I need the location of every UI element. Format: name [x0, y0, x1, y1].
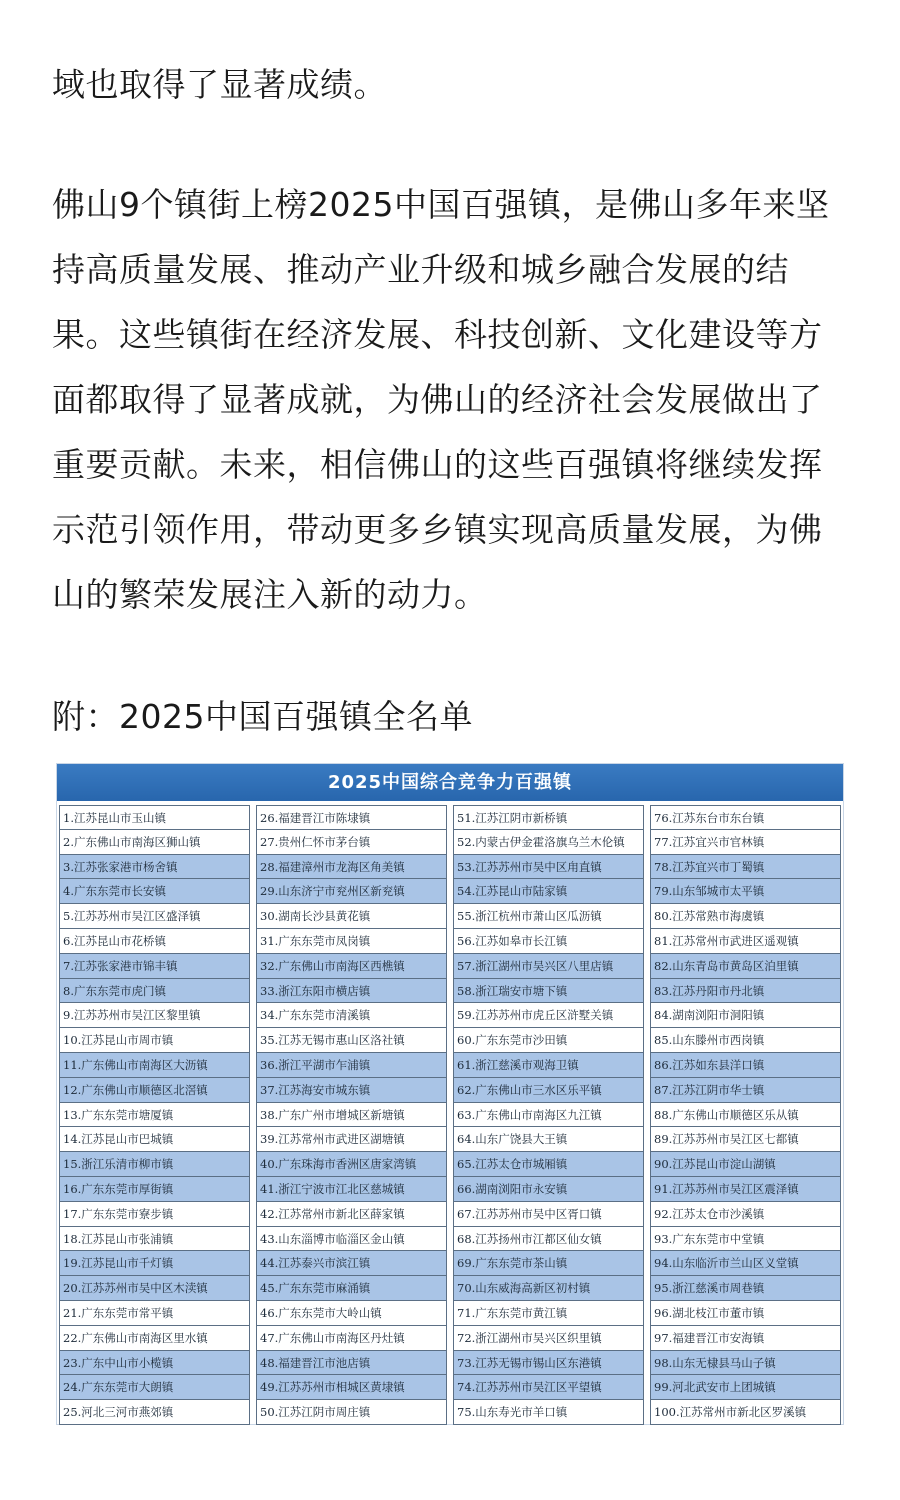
- ranking-cell: 57.浙江湖州市吴兴区八里店镇: [453, 954, 644, 979]
- ranking-cell: 69.广东东莞市茶山镇: [453, 1251, 644, 1276]
- ranking-cell: 97.福建晋江市安海镇: [650, 1326, 841, 1351]
- ranking-cell: 90.江苏昆山市淀山湖镇: [650, 1152, 841, 1177]
- ranking-cell: 68.江苏扬州市江都区仙女镇: [453, 1227, 644, 1252]
- ranking-cell: 76.江苏东台市东台镇: [650, 805, 841, 830]
- ranking-cell: 87.江苏江阴市华士镇: [650, 1078, 841, 1103]
- ranking-cell: 2.广东佛山市南海区狮山镇: [59, 830, 250, 855]
- ranking-cell: 59.江苏苏州市虎丘区浒墅关镇: [453, 1003, 644, 1028]
- ranking-cell: 67.江苏苏州市吴中区胥口镇: [453, 1202, 644, 1227]
- ranking-cell: 20.江苏苏州市吴中区木渎镇: [59, 1276, 250, 1301]
- ranking-cell: 82.山东青岛市黄岛区泊里镇: [650, 954, 841, 979]
- article-body: [0, 0, 900, 749]
- ranking-cell: 56.江苏如皋市长江镇: [453, 929, 644, 954]
- ranking-cell: 54.江苏昆山市陆家镇: [453, 879, 644, 904]
- ranking-cell: 44.江苏泰兴市滨江镇: [256, 1251, 447, 1276]
- ranking-cell: 22.广东佛山市南海区里水镇: [59, 1326, 250, 1351]
- ranking-cell: 91.江苏苏州市吴江区震泽镇: [650, 1177, 841, 1202]
- paragraph-appendix-heading: 附：2025中国百强镇全名单: [52, 697, 473, 736]
- ranking-cell: 5.江苏苏州市吴江区盛泽镇: [59, 904, 250, 929]
- ranking-cell: 35.江苏无锡市惠山区洛社镇: [256, 1028, 447, 1053]
- ranking-cell: 12.广东佛山市顺德区北滘镇: [59, 1078, 250, 1103]
- ranking-cell: 21.广东东莞市常平镇: [59, 1301, 250, 1326]
- ranking-cell: 92.江苏太仓市沙溪镇: [650, 1202, 841, 1227]
- ranking-cell: 32.广东佛山市南海区西樵镇: [256, 954, 447, 979]
- ranking-cell: 8.广东东莞市虎门镇: [59, 979, 250, 1004]
- ranking-cell: 49.江苏苏州市相城区黄埭镇: [256, 1375, 447, 1400]
- ranking-cell: 72.浙江湖州市吴兴区织里镇: [453, 1326, 644, 1351]
- ranking-table-image: [56, 763, 844, 1425]
- ranking-column: [59, 805, 250, 1425]
- ranking-cell: 42.江苏常州市新北区薛家镇: [256, 1202, 447, 1227]
- ranking-cell: 74.江苏苏州市吴江区平望镇: [453, 1375, 644, 1400]
- ranking-cell: 4.广东东莞市长安镇: [59, 879, 250, 904]
- ranking-cell: 51.江苏江阴市新桥镇: [453, 805, 644, 830]
- ranking-cell: 6.江苏昆山市花桥镇: [59, 929, 250, 954]
- paragraph-foshan-summary: 佛山9个镇街上榜2025中国百强镇，是佛山多年来坚持高质量发展、推动产业升级和城乡融合发展的结果。这些镇街在经济发展、科技创新、文化建设等方面都取得了显著成就，为佛山的经济社会发展做出了重要贡献。未来，相信佛山的这些百强镇将继续发挥示范引领作用，带动更多乡镇实现高质量发展，为佛山的繁荣发展注入新的动力。: [52, 185, 830, 614]
- ranking-cell: 30.湖南长沙县黄花镇: [256, 904, 447, 929]
- ranking-grid: [57, 801, 843, 1425]
- ranking-cell: 98.山东无棣县马山子镇: [650, 1351, 841, 1376]
- ranking-cell: 85.山东滕州市西岗镇: [650, 1028, 841, 1053]
- ranking-cell: 60.广东东莞市沙田镇: [453, 1028, 644, 1053]
- ranking-cell: 58.浙江瑞安市塘下镇: [453, 979, 644, 1004]
- ranking-cell: 100.江苏常州市新北区罗溪镇: [650, 1400, 841, 1425]
- ranking-cell: 48.福建晋江市池店镇: [256, 1351, 447, 1376]
- ranking-cell: 26.福建晋江市陈埭镇: [256, 805, 447, 830]
- ranking-cell: 78.江苏宜兴市丁蜀镇: [650, 855, 841, 880]
- ranking-cell: 96.湖北枝江市董市镇: [650, 1301, 841, 1326]
- ranking-cell: 70.山东威海高新区初村镇: [453, 1276, 644, 1301]
- ranking-cell: 81.江苏常州市武进区遥观镇: [650, 929, 841, 954]
- ranking-cell: 38.广东广州市增城区新塘镇: [256, 1103, 447, 1128]
- ranking-cell: 9.江苏苏州市吴江区黎里镇: [59, 1003, 250, 1028]
- ranking-cell: 88.广东佛山市顺德区乐从镇: [650, 1103, 841, 1128]
- ranking-cell: 40.广东珠海市香洲区唐家湾镇: [256, 1152, 447, 1177]
- ranking-column: [650, 805, 841, 1425]
- ranking-cell: 79.山东邹城市太平镇: [650, 879, 841, 904]
- ranking-cell: 18.江苏昆山市张浦镇: [59, 1227, 250, 1252]
- ranking-column: [453, 805, 644, 1425]
- ranking-cell: 24.广东东莞市大朗镇: [59, 1375, 250, 1400]
- ranking-cell: 73.江苏无锡市锡山区东港镇: [453, 1351, 644, 1376]
- ranking-cell: 63.广东佛山市南海区九江镇: [453, 1103, 644, 1128]
- ranking-cell: 86.江苏如东县洋口镇: [650, 1053, 841, 1078]
- ranking-cell: 17.广东东莞市寮步镇: [59, 1202, 250, 1227]
- ranking-cell: 50.江苏江阴市周庄镇: [256, 1400, 447, 1425]
- ranking-cell: 29.山东济宁市兖州区新兖镇: [256, 879, 447, 904]
- ranking-cell: 77.江苏宜兴市官林镇: [650, 830, 841, 855]
- ranking-cell: 37.江苏海安市城东镇: [256, 1078, 447, 1103]
- ranking-cell: 64.山东广饶县大王镇: [453, 1127, 644, 1152]
- ranking-cell: 55.浙江杭州市萧山区瓜沥镇: [453, 904, 644, 929]
- ranking-cell: 28.福建漳州市龙海区角美镇: [256, 855, 447, 880]
- ranking-cell: 39.江苏常州市武进区湖塘镇: [256, 1127, 447, 1152]
- ranking-cell: 66.湖南浏阳市永安镇: [453, 1177, 644, 1202]
- ranking-cell: 14.江苏昆山市巴城镇: [59, 1127, 250, 1152]
- ranking-cell: 7.江苏张家港市锦丰镇: [59, 954, 250, 979]
- ranking-cell: 99.河北武安市上团城镇: [650, 1375, 841, 1400]
- ranking-cell: 61.浙江慈溪市观海卫镇: [453, 1053, 644, 1078]
- ranking-cell: 95.浙江慈溪市周巷镇: [650, 1276, 841, 1301]
- ranking-cell: 25.河北三河市燕郊镇: [59, 1400, 250, 1425]
- ranking-cell: 15.浙江乐清市柳市镇: [59, 1152, 250, 1177]
- ranking-cell: 36.浙江平湖市乍浦镇: [256, 1053, 447, 1078]
- ranking-cell: 45.广东东莞市麻涌镇: [256, 1276, 447, 1301]
- ranking-cell: 94.山东临沂市兰山区义堂镇: [650, 1251, 841, 1276]
- ranking-cell: 89.江苏苏州市吴江区七都镇: [650, 1127, 841, 1152]
- ranking-cell: 47.广东佛山市南海区丹灶镇: [256, 1326, 447, 1351]
- ranking-cell: 19.江苏昆山市千灯镇: [59, 1251, 250, 1276]
- ranking-cell: 83.江苏丹阳市丹北镇: [650, 979, 841, 1004]
- ranking-cell: 80.江苏常熟市海虞镇: [650, 904, 841, 929]
- ranking-cell: 65.江苏太仓市城厢镇: [453, 1152, 644, 1177]
- ranking-cell: 16.广东东莞市厚街镇: [59, 1177, 250, 1202]
- ranking-cell: 11.广东佛山市南海区大沥镇: [59, 1053, 250, 1078]
- ranking-cell: 52.内蒙古伊金霍洛旗乌兰木伦镇: [453, 830, 644, 855]
- ranking-cell: 84.湖南浏阳市洞阳镇: [650, 1003, 841, 1028]
- ranking-cell: 1.江苏昆山市玉山镇: [59, 805, 250, 830]
- ranking-cell: 27.贵州仁怀市茅台镇: [256, 830, 447, 855]
- ranking-cell: 34.广东东莞市清溪镇: [256, 1003, 447, 1028]
- ranking-column: [256, 805, 447, 1425]
- ranking-cell: 75.山东寿光市羊口镇: [453, 1400, 644, 1425]
- ranking-cell: 31.广东东莞市凤岗镇: [256, 929, 447, 954]
- ranking-cell: 3.江苏张家港市杨舍镇: [59, 855, 250, 880]
- ranking-cell: 71.广东东莞市黄江镇: [453, 1301, 644, 1326]
- ranking-cell: 13.广东东莞市塘厦镇: [59, 1103, 250, 1128]
- ranking-cell: 23.广东中山市小榄镇: [59, 1351, 250, 1376]
- ranking-cell: 46.广东东莞市大岭山镇: [256, 1301, 447, 1326]
- ranking-cell: 93.广东东莞市中堂镇: [650, 1227, 841, 1252]
- ranking-cell: 10.江苏昆山市周市镇: [59, 1028, 250, 1053]
- ranking-cell: 53.江苏苏州市吴中区甪直镇: [453, 855, 644, 880]
- ranking-cell: 33.浙江东阳市横店镇: [256, 979, 447, 1004]
- ranking-cell: 43.山东淄博市临淄区金山镇: [256, 1227, 447, 1252]
- paragraph-intro-tail: 域也取得了显著成绩。: [52, 65, 387, 104]
- table-title: 2025中国综合竞争力百强镇: [57, 764, 843, 801]
- ranking-cell: 62.广东佛山市三水区乐平镇: [453, 1078, 644, 1103]
- ranking-cell: 41.浙江宁波市江北区慈城镇: [256, 1177, 447, 1202]
